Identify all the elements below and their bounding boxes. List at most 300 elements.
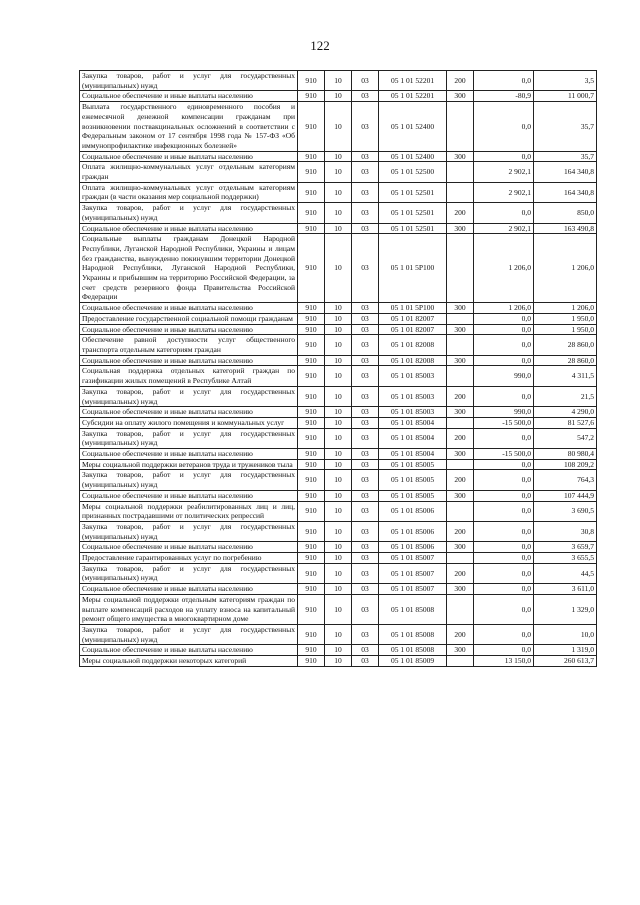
target-article-cell: 05 1 01 85003 (379, 366, 447, 386)
table-row (80, 151, 597, 162)
target-article-cell: 05 1 01 5Р100 (379, 303, 447, 314)
amount-total-cell: 1 950,0 (534, 324, 597, 335)
expense-type-cell (447, 459, 474, 470)
amount-total-cell: 164 340,8 (534, 162, 597, 182)
expense-type-cell (447, 594, 474, 624)
target-article-cell: 05 1 01 5Р100 (379, 234, 447, 303)
grbs-code-cell: 910 (298, 102, 325, 152)
amount-change-cell: 0,0 (474, 553, 534, 564)
target-article-cell: 05 1 01 52400 (379, 151, 447, 162)
section-code-cell: 10 (325, 303, 352, 314)
grbs-code-cell: 910 (298, 203, 325, 223)
subsection-code-cell: 03 (352, 151, 379, 162)
amount-change-cell: 0,0 (474, 584, 534, 595)
section-code-cell: 10 (325, 542, 352, 553)
item-name-cell: Оплата жилищно-коммунальных услуг отдельным категориям граждан (80, 162, 298, 182)
item-name-cell: Социальные выплаты гражданам Донецкой Народной Республики, Луганской Народной Республики, Украины и лицам без гражданства, вынужденно покинувшим территории Донецкой Народной Республики, Луганской Народной Республики, Украины и прибывшим на территорию Российской Федерации, за счет средств резервного фонда Правительства Российской Федерации (80, 234, 298, 303)
table-row (80, 624, 597, 644)
amount-change-cell: 0,0 (474, 594, 534, 624)
item-name-cell: Закупка товаров, работ и услуг для государственных (муниципальных) нужд (80, 521, 298, 541)
section-code-cell: 10 (325, 71, 352, 91)
table-row (80, 335, 597, 355)
target-article-cell: 05 1 01 82008 (379, 355, 447, 366)
expense-type-cell: 200 (447, 624, 474, 644)
expense-type-cell: 300 (447, 303, 474, 314)
item-name-cell: Социальное обеспечение и иные выплаты населению (80, 584, 298, 595)
subsection-code-cell: 03 (352, 490, 379, 501)
target-article-cell: 05 1 01 85005 (379, 470, 447, 490)
subsection-code-cell: 03 (352, 102, 379, 152)
target-article-cell: 05 1 01 52400 (379, 102, 447, 152)
target-article-cell: 05 1 01 85004 (379, 417, 447, 428)
item-name-cell: Социальное обеспечение и иные выплаты населению (80, 324, 298, 335)
subsection-code-cell: 03 (352, 407, 379, 418)
subsection-code-cell: 03 (352, 417, 379, 428)
expense-type-cell (447, 102, 474, 152)
table-row (80, 355, 597, 366)
section-code-cell: 10 (325, 313, 352, 324)
grbs-code-cell: 910 (298, 459, 325, 470)
amount-change-cell: 990,0 (474, 407, 534, 418)
amount-total-cell: 1 319,0 (534, 645, 597, 656)
grbs-code-cell: 910 (298, 71, 325, 91)
table-row (80, 594, 597, 624)
expense-type-cell: 200 (447, 521, 474, 541)
amount-change-cell: -15 500,0 (474, 449, 534, 460)
target-article-cell: 05 1 01 85007 (379, 563, 447, 583)
amount-total-cell: 80 980,4 (534, 449, 597, 460)
section-code-cell: 10 (325, 594, 352, 624)
expense-type-cell: 300 (447, 407, 474, 418)
amount-total-cell: 44,5 (534, 563, 597, 583)
amount-change-cell: 0,0 (474, 501, 534, 521)
subsection-code-cell: 03 (352, 324, 379, 335)
amount-total-cell: 3 659,7 (534, 542, 597, 553)
section-code-cell: 10 (325, 428, 352, 448)
subsection-code-cell: 03 (352, 234, 379, 303)
amount-change-cell: 0,0 (474, 542, 534, 553)
grbs-code-cell: 910 (298, 542, 325, 553)
item-name-cell: Закупка товаров, работ и услуг для государственных (муниципальных) нужд (80, 624, 298, 644)
amount-total-cell: 108 209,2 (534, 459, 597, 470)
expense-type-cell: 300 (447, 91, 474, 102)
amount-change-cell: 0,0 (474, 428, 534, 448)
item-name-cell: Социальное обеспечение и иные выплаты населению (80, 91, 298, 102)
item-name-cell: Социальное обеспечение и иные выплаты населению (80, 490, 298, 501)
subsection-code-cell: 03 (352, 313, 379, 324)
item-name-cell: Меры социальной поддержки ветеранов труда и тружеников тыла (80, 459, 298, 470)
section-code-cell: 10 (325, 417, 352, 428)
section-code-cell: 10 (325, 501, 352, 521)
section-code-cell: 10 (325, 91, 352, 102)
target-article-cell: 05 1 01 85006 (379, 501, 447, 521)
section-code-cell: 10 (325, 490, 352, 501)
target-article-cell: 05 1 01 85005 (379, 459, 447, 470)
expense-type-cell: 300 (447, 490, 474, 501)
amount-total-cell: 3 690,5 (534, 501, 597, 521)
expense-type-cell: 300 (447, 449, 474, 460)
item-name-cell: Закупка товаров, работ и услуг для государственных (муниципальных) нужд (80, 428, 298, 448)
amount-total-cell: 28 860,0 (534, 335, 597, 355)
table-row (80, 324, 597, 335)
table-row (80, 223, 597, 234)
amount-total-cell: 1 206,0 (534, 303, 597, 314)
expense-type-cell (447, 162, 474, 182)
section-code-cell: 10 (325, 645, 352, 656)
grbs-code-cell: 910 (298, 313, 325, 324)
item-name-cell: Субсидии на оплату жилого помещения и коммунальных услуг (80, 417, 298, 428)
amount-change-cell: 0,0 (474, 203, 534, 223)
table-row (80, 521, 597, 541)
grbs-code-cell: 910 (298, 428, 325, 448)
amount-total-cell: 3,5 (534, 71, 597, 91)
section-code-cell: 10 (325, 324, 352, 335)
expense-type-cell: 300 (447, 584, 474, 595)
grbs-code-cell: 910 (298, 624, 325, 644)
table-row (80, 459, 597, 470)
grbs-code-cell: 910 (298, 91, 325, 102)
expense-type-cell: 200 (447, 386, 474, 406)
item-name-cell: Социальное обеспечение и иные выплаты населению (80, 407, 298, 418)
table-row (80, 102, 597, 152)
section-code-cell: 10 (325, 151, 352, 162)
target-article-cell: 05 1 01 82007 (379, 313, 447, 324)
table-body (80, 71, 597, 667)
grbs-code-cell: 910 (298, 449, 325, 460)
subsection-code-cell: 03 (352, 584, 379, 595)
section-code-cell: 10 (325, 355, 352, 366)
grbs-code-cell: 910 (298, 234, 325, 303)
target-article-cell: 05 1 01 85008 (379, 624, 447, 644)
table-row (80, 449, 597, 460)
subsection-code-cell: 03 (352, 656, 379, 667)
grbs-code-cell: 910 (298, 563, 325, 583)
target-article-cell: 05 1 01 52501 (379, 203, 447, 223)
target-article-cell: 05 1 01 85006 (379, 542, 447, 553)
budget-table (79, 70, 597, 667)
grbs-code-cell: 910 (298, 151, 325, 162)
item-name-cell: Социальное обеспечение и иные выплаты населению (80, 542, 298, 553)
target-article-cell: 05 1 01 52500 (379, 162, 447, 182)
expense-type-cell: 300 (447, 324, 474, 335)
grbs-code-cell: 910 (298, 303, 325, 314)
table-row (80, 203, 597, 223)
subsection-code-cell: 03 (352, 386, 379, 406)
target-article-cell: 05 1 01 85005 (379, 490, 447, 501)
item-name-cell: Социальное обеспечение и иные выплаты населению (80, 449, 298, 460)
subsection-code-cell: 03 (352, 563, 379, 583)
section-code-cell: 10 (325, 234, 352, 303)
amount-total-cell: 3 611,0 (534, 584, 597, 595)
target-article-cell: 05 1 01 85007 (379, 584, 447, 595)
grbs-code-cell: 910 (298, 324, 325, 335)
grbs-code-cell: 910 (298, 407, 325, 418)
table-row (80, 407, 597, 418)
target-article-cell: 05 1 01 52201 (379, 91, 447, 102)
item-name-cell: Социальное обеспечение и иные выплаты населению (80, 645, 298, 656)
expense-type-cell: 300 (447, 223, 474, 234)
target-article-cell: 05 1 01 85007 (379, 553, 447, 564)
subsection-code-cell: 03 (352, 91, 379, 102)
target-article-cell: 05 1 01 85009 (379, 656, 447, 667)
section-code-cell: 10 (325, 521, 352, 541)
amount-change-cell: 0,0 (474, 624, 534, 644)
target-article-cell: 05 1 01 85008 (379, 594, 447, 624)
table-row (80, 656, 597, 667)
amount-change-cell: 2 902,1 (474, 223, 534, 234)
item-name-cell: Закупка товаров, работ и услуг для государственных (муниципальных) нужд (80, 563, 298, 583)
expense-type-cell: 200 (447, 470, 474, 490)
table-row (80, 71, 597, 91)
amount-total-cell: 260 613,7 (534, 656, 597, 667)
expense-type-cell (447, 656, 474, 667)
amount-total-cell: 107 444,9 (534, 490, 597, 501)
amount-change-cell: 0,0 (474, 470, 534, 490)
section-code-cell: 10 (325, 203, 352, 223)
table-row (80, 428, 597, 448)
subsection-code-cell: 03 (352, 303, 379, 314)
expense-type-cell (447, 366, 474, 386)
grbs-code-cell: 910 (298, 223, 325, 234)
grbs-code-cell: 910 (298, 645, 325, 656)
target-article-cell: 05 1 01 52501 (379, 182, 447, 202)
subsection-code-cell: 03 (352, 366, 379, 386)
amount-total-cell: 35,7 (534, 151, 597, 162)
amount-total-cell: 163 490,8 (534, 223, 597, 234)
subsection-code-cell: 03 (352, 355, 379, 366)
target-article-cell: 05 1 01 52201 (379, 71, 447, 91)
expense-type-cell: 300 (447, 542, 474, 553)
section-code-cell: 10 (325, 584, 352, 595)
subsection-code-cell: 03 (352, 459, 379, 470)
grbs-code-cell: 910 (298, 490, 325, 501)
grbs-code-cell: 910 (298, 182, 325, 202)
grbs-code-cell: 910 (298, 553, 325, 564)
section-code-cell: 10 (325, 182, 352, 202)
amount-change-cell: 0,0 (474, 71, 534, 91)
amount-total-cell: 28 860,0 (534, 355, 597, 366)
section-code-cell: 10 (325, 335, 352, 355)
grbs-code-cell: 910 (298, 335, 325, 355)
table-row (80, 91, 597, 102)
amount-change-cell: 0,0 (474, 355, 534, 366)
amount-total-cell: 164 340,8 (534, 182, 597, 202)
amount-total-cell: 35,7 (534, 102, 597, 152)
target-article-cell: 05 1 01 85003 (379, 386, 447, 406)
table-row (80, 366, 597, 386)
subsection-code-cell: 03 (352, 521, 379, 541)
amount-total-cell: 81 527,6 (534, 417, 597, 428)
grbs-code-cell: 910 (298, 386, 325, 406)
item-name-cell: Закупка товаров, работ и услуг для государственных (муниципальных) нужд (80, 470, 298, 490)
table-row (80, 645, 597, 656)
page-number: 122 (310, 38, 330, 53)
table-row (80, 501, 597, 521)
subsection-code-cell: 03 (352, 624, 379, 644)
section-code-cell: 10 (325, 470, 352, 490)
expense-type-cell: 300 (447, 355, 474, 366)
amount-total-cell: 4 311,5 (534, 366, 597, 386)
expense-type-cell (447, 501, 474, 521)
target-article-cell: 05 1 01 85006 (379, 521, 447, 541)
amount-total-cell: 4 290,0 (534, 407, 597, 418)
amount-total-cell: 21,5 (534, 386, 597, 406)
table-row (80, 553, 597, 564)
expense-type-cell: 300 (447, 151, 474, 162)
amount-change-cell: 0,0 (474, 324, 534, 335)
amount-total-cell: 1 950,0 (534, 313, 597, 324)
table-row (80, 470, 597, 490)
amount-change-cell: 990,0 (474, 366, 534, 386)
section-code-cell: 10 (325, 553, 352, 564)
item-name-cell: Социальное обеспечение и иные выплаты населению (80, 303, 298, 314)
amount-total-cell: 1 329,0 (534, 594, 597, 624)
section-code-cell: 10 (325, 624, 352, 644)
amount-change-cell: 0,0 (474, 102, 534, 152)
section-code-cell: 10 (325, 366, 352, 386)
amount-total-cell: 1 206,0 (534, 234, 597, 303)
expense-type-cell: 200 (447, 428, 474, 448)
table-row (80, 563, 597, 583)
table-row (80, 490, 597, 501)
table-row (80, 313, 597, 324)
grbs-code-cell: 910 (298, 417, 325, 428)
item-name-cell: Обеспечение равной доступности услуг общественного транспорта отдельным категориям граждан (80, 335, 298, 355)
amount-change-cell: 0,0 (474, 313, 534, 324)
section-code-cell: 10 (325, 386, 352, 406)
amount-total-cell: 11 000,7 (534, 91, 597, 102)
grbs-code-cell: 910 (298, 594, 325, 624)
expense-type-cell: 200 (447, 563, 474, 583)
table-row (80, 162, 597, 182)
grbs-code-cell: 910 (298, 656, 325, 667)
subsection-code-cell: 03 (352, 501, 379, 521)
target-article-cell: 05 1 01 85008 (379, 645, 447, 656)
amount-total-cell: 10,0 (534, 624, 597, 644)
table-row (80, 303, 597, 314)
grbs-code-cell: 910 (298, 162, 325, 182)
subsection-code-cell: 03 (352, 449, 379, 460)
expense-type-cell (447, 234, 474, 303)
target-article-cell: 05 1 01 52501 (379, 223, 447, 234)
section-code-cell: 10 (325, 656, 352, 667)
amount-change-cell: 0,0 (474, 563, 534, 583)
table-row (80, 584, 597, 595)
subsection-code-cell: 03 (352, 645, 379, 656)
amount-change-cell: 0,0 (474, 459, 534, 470)
subsection-code-cell: 03 (352, 594, 379, 624)
item-name-cell: Закупка товаров, работ и услуг для государственных (муниципальных) нужд (80, 386, 298, 406)
amount-change-cell: -80,9 (474, 91, 534, 102)
amount-change-cell: 1 206,0 (474, 234, 534, 303)
section-code-cell: 10 (325, 162, 352, 182)
grbs-code-cell: 910 (298, 366, 325, 386)
item-name-cell: Закупка товаров, работ и услуг для государственных (муниципальных) нужд (80, 203, 298, 223)
amount-change-cell: 0,0 (474, 151, 534, 162)
table-row (80, 386, 597, 406)
subsection-code-cell: 03 (352, 335, 379, 355)
table-row (80, 234, 597, 303)
grbs-code-cell: 910 (298, 470, 325, 490)
expense-type-cell (447, 313, 474, 324)
target-article-cell: 05 1 01 82007 (379, 324, 447, 335)
item-name-cell: Социальное обеспечение и иные выплаты населению (80, 151, 298, 162)
grbs-code-cell: 910 (298, 501, 325, 521)
table-row (80, 182, 597, 202)
amount-change-cell: 0,0 (474, 490, 534, 501)
amount-total-cell: 764,3 (534, 470, 597, 490)
amount-change-cell: 0,0 (474, 645, 534, 656)
section-code-cell: 10 (325, 407, 352, 418)
item-name-cell: Предоставление гарантированных услуг по погребению (80, 553, 298, 564)
grbs-code-cell: 910 (298, 521, 325, 541)
item-name-cell: Выплата государственного единовременного пособия и ежемесячной денежной компенсации гражданам при возникновении поствакцинальных осложнений в соответствии с Федеральным законом от 17 сентября 1998 года № 157-ФЗ «Об иммунопрофилактике инфекционных болезней» (80, 102, 298, 152)
target-article-cell: 05 1 01 85004 (379, 428, 447, 448)
expense-type-cell: 200 (447, 71, 474, 91)
amount-total-cell: 3 655,5 (534, 553, 597, 564)
subsection-code-cell: 03 (352, 182, 379, 202)
expense-type-cell (447, 335, 474, 355)
grbs-code-cell: 910 (298, 355, 325, 366)
section-code-cell: 10 (325, 563, 352, 583)
target-article-cell: 05 1 01 85004 (379, 449, 447, 460)
grbs-code-cell: 910 (298, 584, 325, 595)
amount-total-cell: 547,2 (534, 428, 597, 448)
subsection-code-cell: 03 (352, 71, 379, 91)
amount-change-cell: 2 902,1 (474, 182, 534, 202)
item-name-cell: Оплата жилищно-коммунальных услуг отдельным категориям граждан (в части оказания мер социальной поддержки) (80, 182, 298, 202)
item-name-cell: Предоставление государственной социальной помощи гражданам (80, 313, 298, 324)
table-row (80, 542, 597, 553)
section-code-cell: 10 (325, 102, 352, 152)
amount-change-cell: 2 902,1 (474, 162, 534, 182)
amount-change-cell: 0,0 (474, 335, 534, 355)
expense-type-cell (447, 417, 474, 428)
subsection-code-cell: 03 (352, 223, 379, 234)
subsection-code-cell: 03 (352, 542, 379, 553)
item-name-cell: Меры социальной поддержки некоторых категорий (80, 656, 298, 667)
amount-total-cell: 850,0 (534, 203, 597, 223)
subsection-code-cell: 03 (352, 428, 379, 448)
table-row (80, 417, 597, 428)
item-name-cell: Социальное обеспечение и иные выплаты населению (80, 223, 298, 234)
item-name-cell: Меры социальной поддержки отдельным категориям граждан по выплате компенсаций расходов на уплату взноса на капитальный ремонт общего имущества в многоквартирном доме (80, 594, 298, 624)
subsection-code-cell: 03 (352, 203, 379, 223)
section-code-cell: 10 (325, 449, 352, 460)
amount-change-cell: -15 500,0 (474, 417, 534, 428)
subsection-code-cell: 03 (352, 553, 379, 564)
amount-change-cell: 0,0 (474, 386, 534, 406)
item-name-cell: Социальное обеспечение и иные выплаты населению (80, 355, 298, 366)
section-code-cell: 10 (325, 459, 352, 470)
item-name-cell: Социальная поддержка отдельных категорий граждан по газификации жилых помещений в Республике Алтай (80, 366, 298, 386)
subsection-code-cell: 03 (352, 162, 379, 182)
item-name-cell: Закупка товаров, работ и услуг для государственных (муниципальных) нужд (80, 71, 298, 91)
item-name-cell: Меры социальной поддержки реабилитированных лиц и лиц, признанных пострадавшими от политических репрессий (80, 501, 298, 521)
target-article-cell: 05 1 01 85003 (379, 407, 447, 418)
section-code-cell: 10 (325, 223, 352, 234)
amount-change-cell: 13 150,0 (474, 656, 534, 667)
expense-type-cell (447, 182, 474, 202)
amount-change-cell: 0,0 (474, 521, 534, 541)
expense-type-cell: 200 (447, 203, 474, 223)
target-article-cell: 05 1 01 82008 (379, 335, 447, 355)
expense-type-cell: 300 (447, 645, 474, 656)
amount-change-cell: 1 206,0 (474, 303, 534, 314)
amount-total-cell: 30,8 (534, 521, 597, 541)
expense-type-cell (447, 553, 474, 564)
subsection-code-cell: 03 (352, 470, 379, 490)
